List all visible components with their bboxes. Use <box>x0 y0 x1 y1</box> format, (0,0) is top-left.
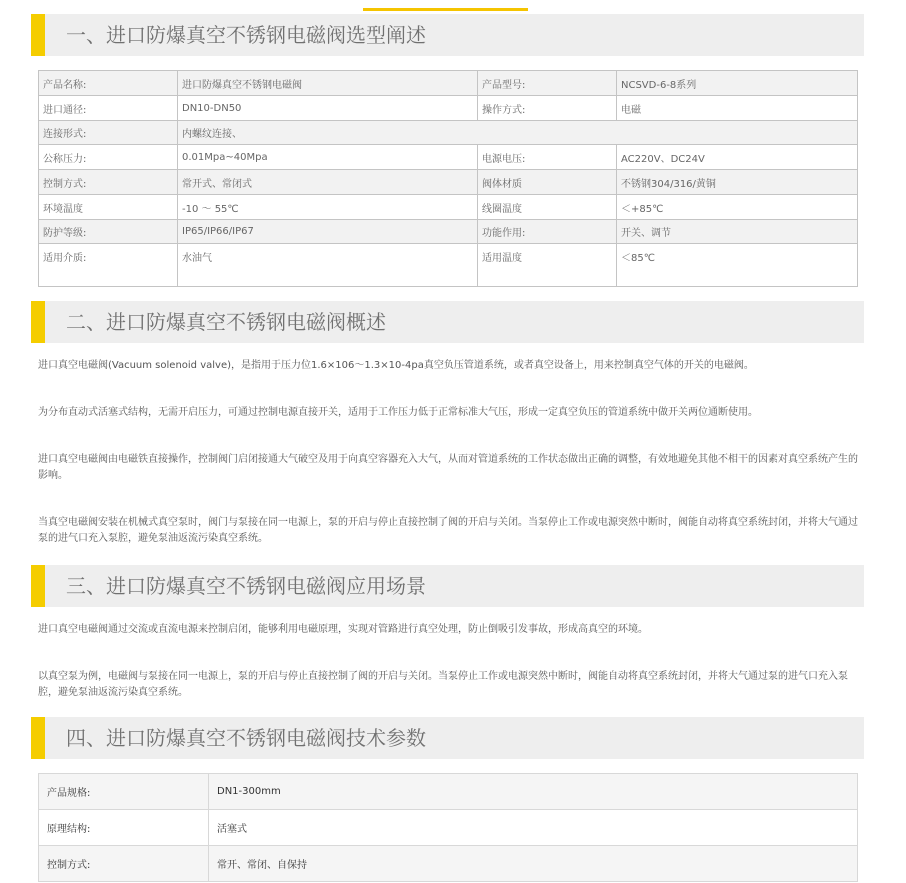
section-title: 三、进口防爆真空不锈钢电磁阀应用场景 <box>66 574 426 598</box>
active-tab-indicator <box>363 8 528 11</box>
section-header-tech-params <box>31 717 864 759</box>
spec-value: ＜+85℃ <box>617 195 858 220</box>
section-title: 二、进口防爆真空不锈钢电磁阀概述 <box>66 310 386 334</box>
table-row <box>39 96 858 121</box>
table-row <box>39 145 858 170</box>
tech-label: 产品规格: <box>39 774 209 810</box>
spec-value: AC220V、DC24V <box>617 145 858 170</box>
selection-spec-table <box>38 70 858 287</box>
spec-label: 产品型号: <box>478 71 617 96</box>
spec-label: 产品名称: <box>39 71 178 96</box>
table-row <box>39 810 858 846</box>
spec-value: 常开式、常闭式 <box>178 170 478 195</box>
table-row <box>39 774 858 810</box>
table-row <box>39 220 858 244</box>
table-row <box>39 71 858 96</box>
tech-value: 活塞式 <box>209 810 858 846</box>
spec-label: 防护等级: <box>39 220 178 244</box>
spec-label: 进口通径: <box>39 96 178 121</box>
application-paragraph: 以真空泵为例，电磁阀与泵接在同一电源上，泵的开启与停止直接控制了阀的开启与关闭。当泵停止工作或电源突然中断时，阀能自动将真空系统封闭，并将大气通过泵的进气口充入泵腔，避免泵油返流污染真空系统。 <box>38 671 848 698</box>
table-row <box>39 121 858 145</box>
section-accent-bar <box>31 301 45 343</box>
spec-value: IP65/IP66/IP67 <box>178 220 478 244</box>
spec-label: 线圈温度 <box>478 195 617 220</box>
spec-label: 公称压力: <box>39 145 178 170</box>
tech-label: 原理结构: <box>39 810 209 846</box>
spec-label: 环境温度 <box>39 195 178 220</box>
spec-label: 控制方式: <box>39 170 178 195</box>
spec-label: 连接形式: <box>39 121 178 145</box>
spec-label: 功能作用: <box>478 220 617 244</box>
section-accent-bar <box>31 565 45 607</box>
spec-value: 进口防爆真空不锈钢电磁阀 <box>178 71 478 96</box>
section-header-selection <box>31 14 864 56</box>
section-title: 一、进口防爆真空不锈钢电磁阀选型阐述 <box>66 23 426 47</box>
tech-value: DN1-300mm <box>209 774 858 810</box>
spec-value: -10 ～ 55℃ <box>178 195 478 220</box>
tech-params-table <box>38 773 858 882</box>
application-paragraph: 进口真空电磁阀通过交流或直流电源来控制启闭，能够利用电磁原理，实现对管路进行真空处理，防止倒吸引发事故，形成高真空的环境。 <box>38 624 648 635</box>
spec-value: 不锈钢304/316/黄铜 <box>617 170 858 195</box>
spec-value: NCSVD-6-8系列 <box>617 71 858 96</box>
overview-paragraph: 为分布直动式活塞式结构，无需开启压力，可通过控制电源直接开关，适用于工作压力低于正常标准大气压，形成一定真空负压的管道系统中做开关两位通断使用。 <box>38 407 758 418</box>
spec-label: 操作方式: <box>478 96 617 121</box>
spec-value: ＜85℃ <box>617 244 858 287</box>
spec-label: 电源电压: <box>478 145 617 170</box>
table-row <box>39 195 858 220</box>
spec-label: 阀体材质 <box>478 170 617 195</box>
table-row <box>39 846 858 882</box>
section-header-overview <box>31 301 864 343</box>
spec-value: 开关、调节 <box>617 220 858 244</box>
section-title: 四、进口防爆真空不锈钢电磁阀技术参数 <box>66 726 426 750</box>
spec-label: 适用温度 <box>478 244 617 287</box>
table-row <box>39 244 858 287</box>
section-accent-bar <box>31 717 45 759</box>
spec-value: 0.01Mpa~40Mpa <box>178 145 478 170</box>
spec-value: 电磁 <box>617 96 858 121</box>
section-header-application <box>31 565 864 607</box>
overview-paragraph: 进口真空电磁阀由电磁铁直接操作，控制阀门启闭接通大气破空及用于向真空容器充入大气，从而对管道系统的工作状态做出正确的调整，有效地避免其他不相干的因素对真空系统产生的影响。 <box>38 454 858 481</box>
section-accent-bar <box>31 14 45 56</box>
table-row <box>39 170 858 195</box>
spec-value: DN10-DN50 <box>178 96 478 121</box>
spec-label: 适用介质: <box>39 244 178 287</box>
spec-value: 水油气 <box>178 244 478 287</box>
tech-value: 常开、常闭、自保持 <box>209 846 858 882</box>
spec-value: 内螺纹连接、 <box>178 121 858 145</box>
overview-paragraph: 进口真空电磁阀(Vacuum solenoid valve)，是指用于压力位1.6×106～1.3×10-4pa真空负压管道系统，或者真空设备上，用来控制真空气体的开关的电磁阀。 <box>38 360 754 371</box>
tech-label: 控制方式: <box>39 846 209 882</box>
overview-paragraph: 当真空电磁阀安装在机械式真空泵时，阀门与泵接在同一电源上，泵的开启与停止直接控制了阀的开启与关闭。当泵停止工作或电源突然中断时，阀能自动将真空系统封闭，并将大气通过泵的进气口充入泵腔，避免泵油返流污染真空系统。 <box>38 517 858 544</box>
